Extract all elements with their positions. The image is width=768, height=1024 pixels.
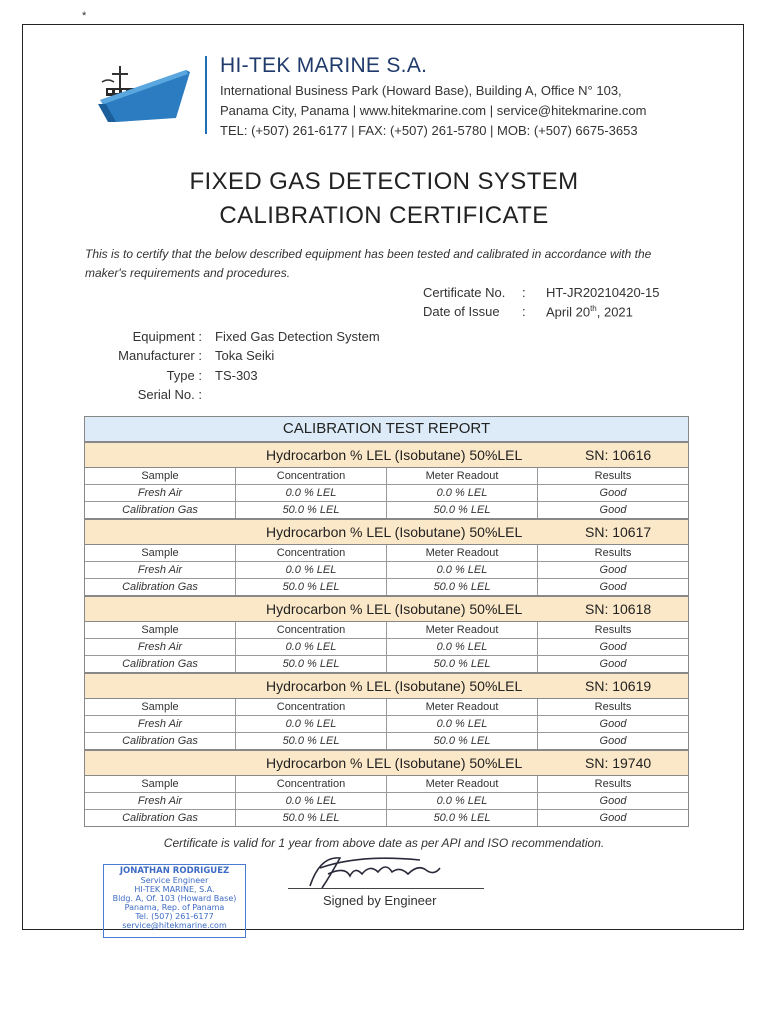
- table-cell: Good: [599, 581, 627, 593]
- report-section: [85, 519, 688, 596]
- column-header: Meter Readout: [387, 545, 538, 561]
- table-cell: Good: [599, 564, 627, 576]
- certification-statement: This is to certify that the below described equipment has been tested and calibrated in accordance with the maker's requirements and procedures.: [85, 247, 652, 280]
- table-cell: 0.0 % LEL: [387, 639, 538, 655]
- stamp-address2: Panama, Rep. of Panama: [124, 903, 225, 912]
- table-cell: 50.0 % LEL: [236, 656, 387, 672]
- table-cell: 50.0 % LEL: [387, 810, 538, 826]
- table-cell: Fresh Air: [85, 562, 236, 578]
- table-cell: 50.0 % LEL: [236, 810, 387, 826]
- table-cell: Calibration Gas: [85, 733, 236, 749]
- column-header: Results: [594, 624, 632, 636]
- table-header-row: [85, 776, 688, 793]
- table-header-row: [85, 545, 688, 562]
- table-cell: Calibration Gas: [85, 656, 236, 672]
- column-header: Concentration: [236, 776, 387, 792]
- stamp-role: Service Engineer: [140, 876, 209, 885]
- report-section: [85, 596, 688, 673]
- scan-mark: *: [82, 10, 87, 22]
- column-header: Meter Readout: [387, 468, 538, 484]
- column-header: Results: [594, 778, 632, 790]
- company-address-line2: Panama City, Panama | www.hitekmarine.com | service@hitekmarine.com: [220, 103, 647, 118]
- column-header: Sample: [85, 776, 236, 792]
- validity-statement: Certificate is valid for 1 year from above date as per API and ISO recommendation.: [163, 836, 605, 850]
- column-header: Results: [594, 701, 632, 713]
- table-cell: 50.0 % LEL: [236, 502, 387, 518]
- company-name: HI-TEK MARINE S.A.: [220, 54, 428, 77]
- signed-by-caption: Signed by Engineer: [323, 893, 437, 908]
- table-cell: 0.0 % LEL: [236, 485, 387, 501]
- table-row: [85, 485, 688, 502]
- section-serial-number: SN: 19740: [585, 755, 652, 771]
- table-cell: 0.0 % LEL: [387, 716, 538, 732]
- section-header: [85, 442, 688, 468]
- section-description: Hydrocarbon % LEL (Isobutane) 50%LEL: [266, 678, 523, 694]
- report-title: CALIBRATION TEST REPORT: [85, 417, 688, 442]
- section-header: [85, 673, 688, 699]
- date-of-issue-value: April 20th, 2021: [546, 304, 633, 320]
- report-section: [85, 673, 688, 750]
- manufacturer-value: Toka Seiki: [215, 348, 275, 363]
- stamp-address1: Bldg. A, Of. 103 (Howard Base): [112, 894, 237, 903]
- certificate-no-label: Certificate No.: [423, 285, 506, 300]
- table-cell: 0.0 % LEL: [236, 562, 387, 578]
- table-cell: Calibration Gas: [85, 810, 236, 826]
- document-title-line2: CALIBRATION CERTIFICATE: [219, 202, 549, 229]
- signature-line: [288, 888, 484, 889]
- table-cell: 0.0 % LEL: [387, 793, 538, 809]
- column-header: Concentration: [236, 468, 387, 484]
- table-header-row: [85, 468, 688, 485]
- table-cell: Fresh Air: [85, 793, 236, 809]
- table-cell: Good: [599, 487, 627, 499]
- section-header: [85, 750, 688, 776]
- section-header: [85, 596, 688, 622]
- section-serial-number: SN: 10616: [585, 447, 652, 463]
- table-cell: 0.0 % LEL: [236, 793, 387, 809]
- serial-no-label: Serial No. :: [137, 387, 202, 402]
- section-description: Hydrocarbon % LEL (Isobutane) 50%LEL: [266, 601, 523, 617]
- table-cell: 0.0 % LEL: [236, 639, 387, 655]
- table-cell: 50.0 % LEL: [387, 502, 538, 518]
- stamp-email: service@hitekmarine.com: [122, 921, 227, 930]
- table-cell: Fresh Air: [85, 639, 236, 655]
- table-cell: Good: [599, 641, 627, 653]
- column-header: Sample: [85, 545, 236, 561]
- table-row: [85, 656, 688, 672]
- column-header: Sample: [85, 699, 236, 715]
- column-header: Concentration: [236, 699, 387, 715]
- table-row: [85, 562, 688, 579]
- type-value: TS-303: [215, 368, 258, 383]
- certificate-no-value: HT-JR20210420-15: [546, 285, 660, 300]
- company-contacts: TEL: (+507) 261-6177 | FAX: (+507) 261-5780 | MOB: (+507) 6675-3653: [220, 123, 638, 138]
- ship-logo-icon: [96, 60, 196, 130]
- column-header: Meter Readout: [387, 776, 538, 792]
- column-header: Concentration: [236, 622, 387, 638]
- type-label: Type :: [166, 368, 202, 383]
- table-cell: Good: [599, 812, 627, 824]
- section-description: Hydrocarbon % LEL (Isobutane) 50%LEL: [266, 524, 523, 540]
- table-cell: 0.0 % LEL: [387, 562, 538, 578]
- section-serial-number: SN: 10619: [585, 678, 652, 694]
- table-header-row: [85, 622, 688, 639]
- table-cell: Good: [599, 735, 627, 747]
- column-header: Sample: [85, 468, 236, 484]
- table-row: [85, 733, 688, 749]
- date-of-issue-colon: :: [522, 304, 526, 319]
- certificate-no-colon: :: [522, 285, 526, 300]
- date-of-issue-label: Date of Issue: [423, 304, 500, 319]
- document-title-line1: FIXED GAS DETECTION SYSTEM: [189, 168, 579, 195]
- table-row: [85, 639, 688, 656]
- column-header: Results: [594, 547, 632, 559]
- table-row: [85, 716, 688, 733]
- manufacturer-label: Manufacturer :: [118, 348, 202, 363]
- table-row: [85, 810, 688, 826]
- table-cell: Fresh Air: [85, 716, 236, 732]
- stamp-company: HI-TEK MARINE, S.A.: [134, 885, 215, 894]
- section-header: [85, 519, 688, 545]
- table-cell: Calibration Gas: [85, 579, 236, 595]
- table-cell: 50.0 % LEL: [236, 733, 387, 749]
- table-cell: Fresh Air: [85, 485, 236, 501]
- column-header: Meter Readout: [387, 622, 538, 638]
- report-section: [85, 442, 688, 519]
- calibration-test-report: [84, 416, 689, 827]
- table-cell: Good: [599, 658, 627, 670]
- column-header: Results: [594, 470, 632, 482]
- table-cell: 0.0 % LEL: [236, 716, 387, 732]
- report-sections: [85, 442, 688, 826]
- header-divider: [205, 56, 207, 134]
- table-cell: Calibration Gas: [85, 502, 236, 518]
- table-cell: Good: [599, 504, 627, 516]
- equipment-label: Equipment :: [132, 329, 202, 344]
- table-row: [85, 793, 688, 810]
- column-header: Sample: [85, 622, 236, 638]
- table-header-row: [85, 699, 688, 716]
- stamp-name: JONATHAN RODRIGUEZ: [119, 866, 230, 876]
- table-cell: 0.0 % LEL: [387, 485, 538, 501]
- report-section: [85, 750, 688, 826]
- stamp-tel: Tel. (507) 261-6177: [135, 912, 214, 921]
- section-description: Hydrocarbon % LEL (Isobutane) 50%LEL: [266, 755, 523, 771]
- engineer-stamp: [103, 864, 246, 938]
- table-cell: 50.0 % LEL: [236, 579, 387, 595]
- company-address-line1: International Business Park (Howard Base), Building A, Office N° 103,: [220, 83, 622, 98]
- table-cell: 50.0 % LEL: [387, 579, 538, 595]
- section-serial-number: SN: 10618: [585, 601, 652, 617]
- table-row: [85, 579, 688, 595]
- column-header: Concentration: [236, 545, 387, 561]
- section-description: Hydrocarbon % LEL (Isobutane) 50%LEL: [266, 447, 523, 463]
- table-cell: Good: [599, 718, 627, 730]
- table-cell: Good: [599, 795, 627, 807]
- column-header: Meter Readout: [387, 699, 538, 715]
- table-cell: 50.0 % LEL: [387, 733, 538, 749]
- table-row: [85, 502, 688, 518]
- section-serial-number: SN: 10617: [585, 524, 652, 540]
- table-cell: 50.0 % LEL: [387, 656, 538, 672]
- equipment-value: Fixed Gas Detection System: [215, 329, 380, 344]
